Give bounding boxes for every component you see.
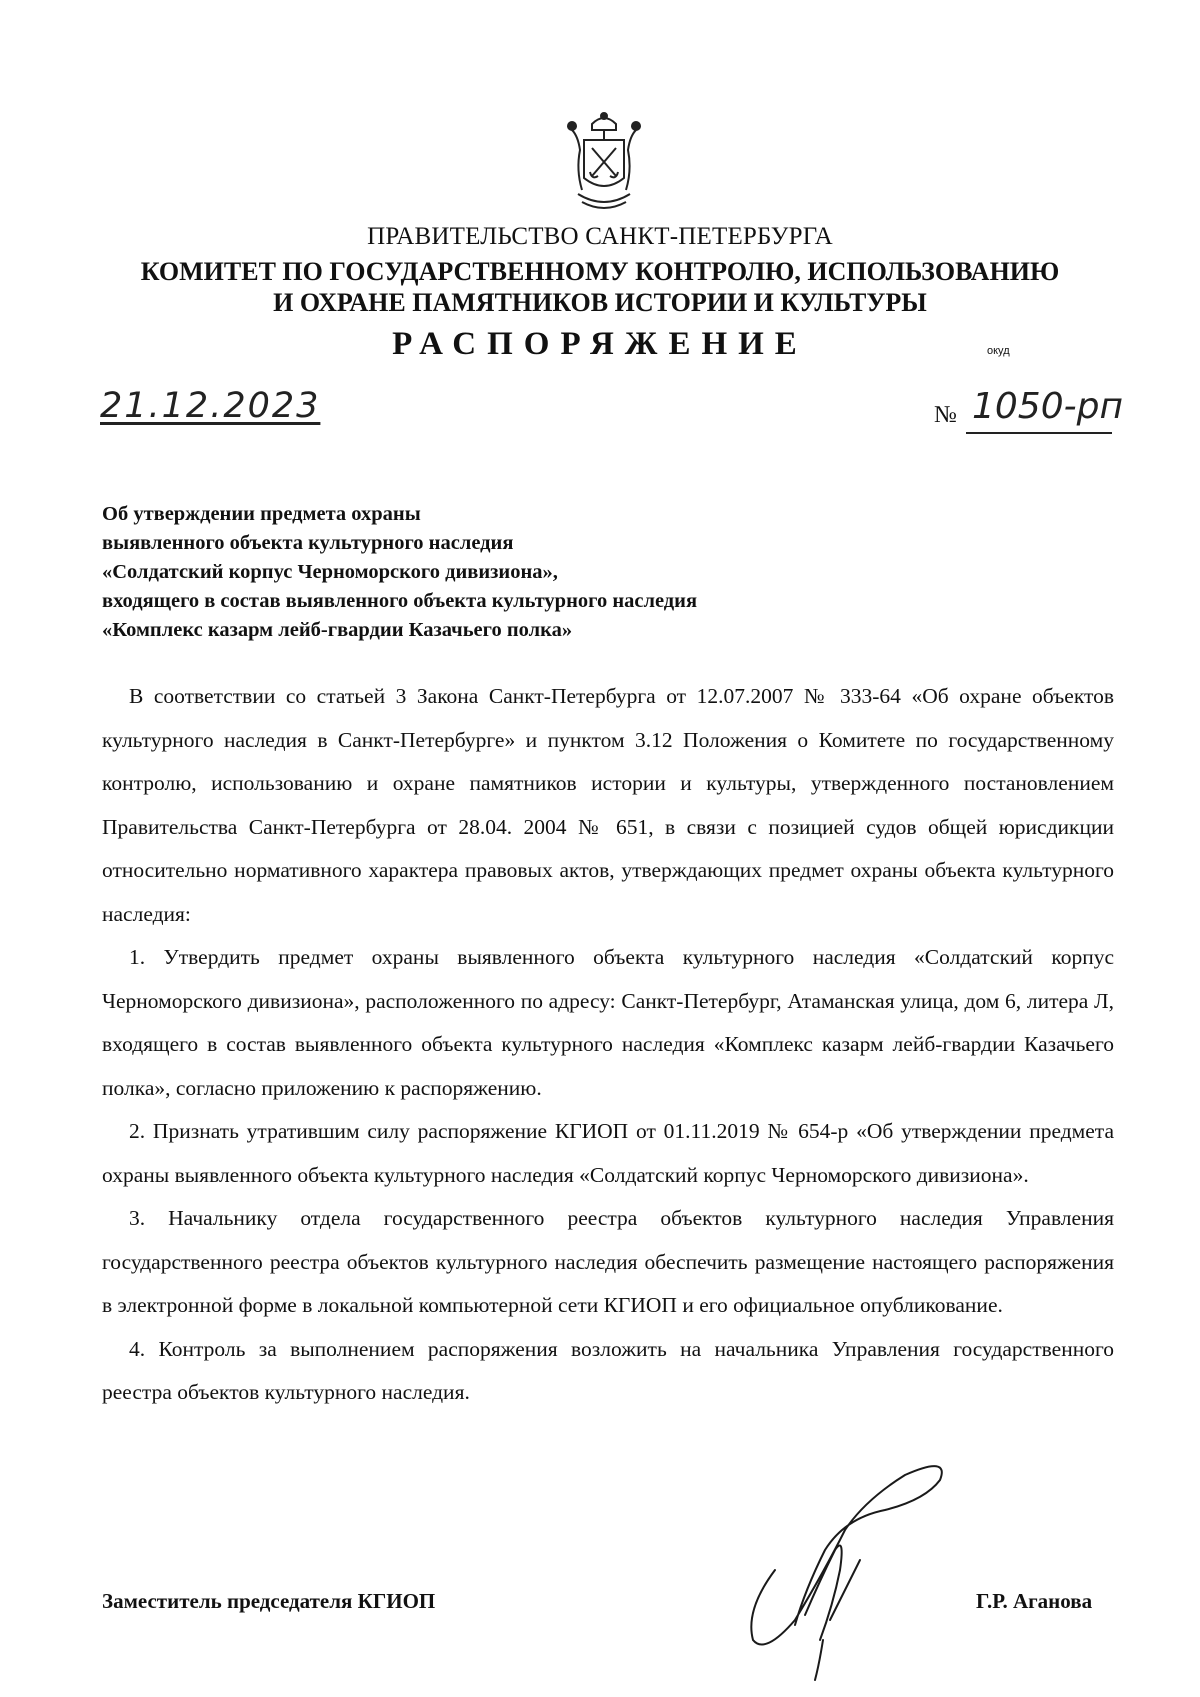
coat-of-arms-emblem [566, 110, 642, 212]
subject-line: «Комплекс казарм лейб-гвардии Казачьего полка» [102, 619, 573, 641]
subject-line: выявленного объекта культурного наследия [102, 532, 514, 554]
handwritten-signature [735, 1440, 965, 1690]
subject-line: входящего в состав выявленного объекта культурного наследия [102, 590, 698, 612]
clause-4-paragraph: 4. Контроль за выполнением распоряжения возложить на начальника Управления государственного реестра объектов культурного наследия. [102, 1336, 1114, 1404]
clause-2-paragraph: 2. Признать утратившим силу распоряжение КГИОП от 01.11.2019 № 654-р «Об утверждении предмета охраны выявленного объекта культурного наследия «Солдатский корпус Черноморского дивизиона». [102, 1119, 1114, 1187]
subject-line: Об утверждении предмета охраны [102, 503, 421, 525]
clause-3-paragraph: 3. Начальнику отдела государственного реестра объектов культурного наследия Управления государственного реестра объектов культурного наследия обеспечить размещение настоящего распоряжения в электронной форме в локальной компьютерной сети КГИОП и его официальное опубликование. [102, 1206, 1114, 1317]
committee-line-2: И ОХРАНЕ ПАМЯТНИКОВ ИСТОРИИ И КУЛЬТУРЫ [273, 288, 927, 317]
committee-line-1: КОМИТЕТ ПО ГОСУДАРСТВЕННОМУ КОНТРОЛЮ, ИСПОЛЬЗОВАНИЮ [140, 257, 1060, 286]
government-name: ПРАВИТЕЛЬСТВО САНКТ-ПЕТЕРБУРГА [367, 223, 833, 250]
clause-1-paragraph: 1. Утвердить предмет охраны выявленного объекта культурного наследия «Солдатский корпус Черноморского дивизиона», расположенного по адресу: Санкт-Петербург, Атаманская улица, дом 6, литера Л, входящего в состав выявленного объекта культурного наследия «Комплекс казарм лейб-гвардии Казачьего полка», согласно приложению к распоряжению. [102, 945, 1114, 1100]
document-subject [102, 500, 922, 645]
document-date: 21.12.2023 [100, 386, 321, 426]
number-sign: № [934, 402, 957, 428]
document-number: 1050-рп [972, 386, 1123, 427]
subject-line: «Солдатский корпус Черноморского дивизиона», [102, 561, 558, 583]
number-underline [966, 432, 1112, 434]
signer-name: Г.Р. Аганова [976, 1589, 1093, 1613]
signer-position: Заместитель председателя КГИОП [102, 1589, 436, 1613]
preamble-paragraph: В соответствии со статьей 3 Закона Санкт-Петербурга от 12.07.2007 № 333-64 «Об охране объектов культурного наследия в Санкт-Петербурге» и пунктом 3.12 Положения о Комитете по государственному контролю, использованию и охране памятников истории и культуры, утвержденного постановлением Правительства Санкт-Петербурга от 28.04. 2004 № 651, в связи с позицией судов общей юрисдикции относительно нормативного характера правовых актов, утверждающих предмет охраны объекта культурного наследия: [102, 684, 1114, 926]
document-body [102, 675, 1114, 1415]
committee-name [0, 256, 1200, 318]
okud-label: окуд [987, 345, 1010, 357]
document-type-title: РАСПОРЯЖЕНИЕ [392, 326, 808, 362]
